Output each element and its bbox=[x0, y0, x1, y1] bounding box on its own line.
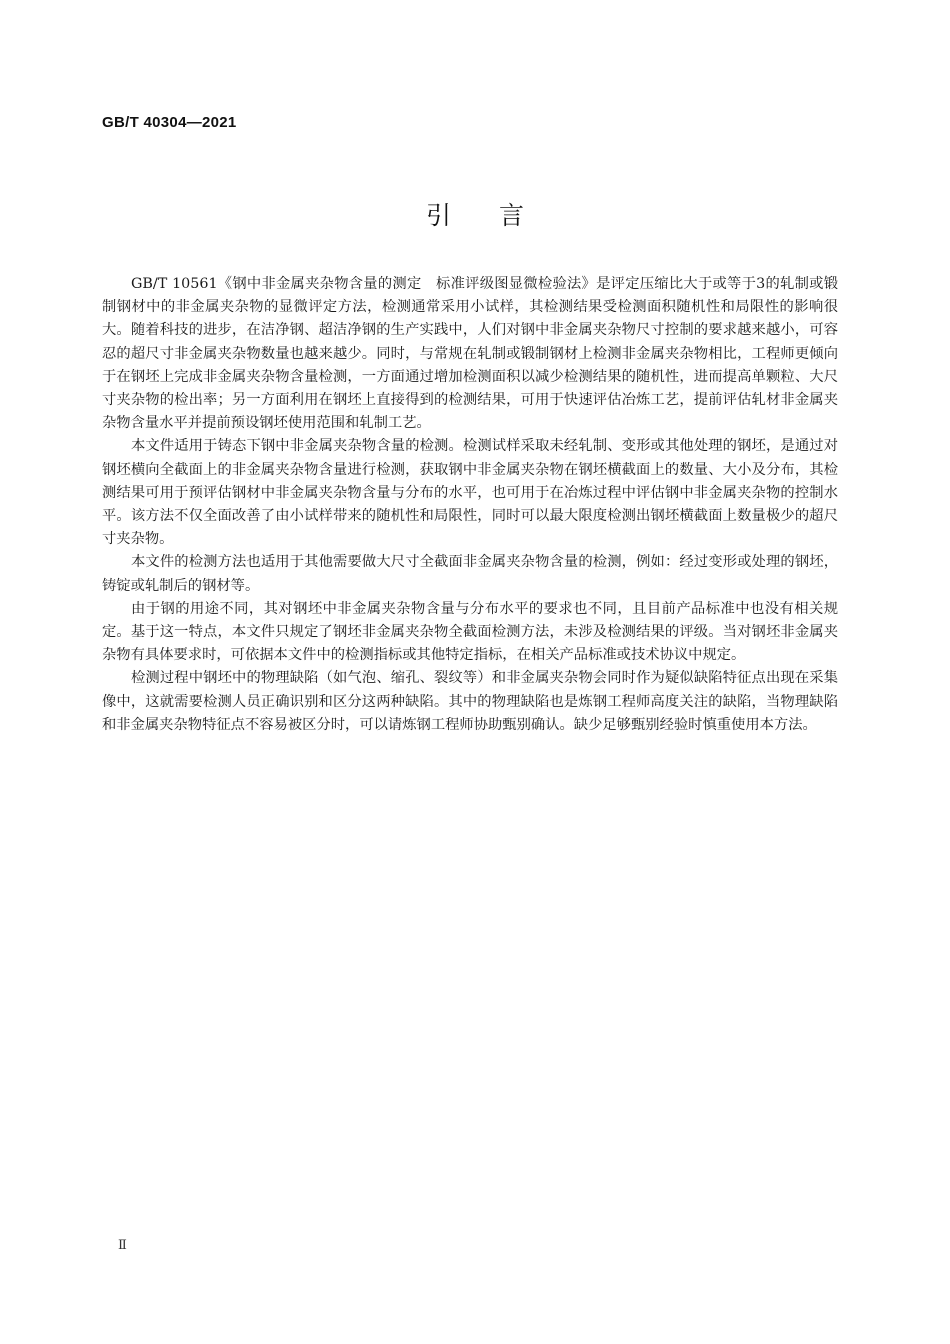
paragraph-3: 本文件的检测方法也适用于其他需要做大尺寸全截面非金属夹杂物含量的检测，例如：经过变形或处理的钢坯，铸锭或轧制后的钢材等。 bbox=[102, 554, 838, 594]
paragraph-2: 本文件适用于铸态下钢中非金属夹杂物含量的检测。检测试样采取未经轧制、变形或其他处理的钢坯，是通过对钢坯横向全截面上的非金属夹杂物含量进行检测，获取钢中非金属夹杂物在钢坯横截面上的数量、大小及分布，其检测结果可用于预评估钢材中非金属夹杂物含量与分布的水平，也可用于在冶炼过程中评估钢中非金属夹杂物的控制水平。该方法不仅全面改善了由小试样带来的随机性和局限性，同时可以最大限度检测出钢坯横截面上数量极少的超尺寸夹杂物。 bbox=[102, 438, 838, 548]
standard-id: GB/T 40304—2021 bbox=[102, 114, 237, 131]
paragraph-5: 检测过程中钢坯中的物理缺陷（如气泡、缩孔、裂纹等）和非金属夹杂物会同时作为疑似缺陷特征点出现在采集像中，这就需要检测人员正确识别和区分这两种缺陷。其中的物理缺陷也是炼钢工程师高度关注的缺陷，当物理缺陷和非金属夹杂物特征点不容易被区分时，可以请炼钢工程师协助甄别确认。缺少足够甄别经验时慎重使用本方法。 bbox=[102, 670, 838, 733]
paragraph-4: 由于钢的用途不同，其对钢坯中非金属夹杂物含量与分布水平的要求也不同，且目前产品标准中也没有相关规定。基于这一特点，本文件只规定了钢坯非金属夹杂物全截面检测方法，未涉及检测结果的评级。当对钢坯非金属夹杂物有具体要求时，可依据本文件中的检测指标或其他特定指标，在相关产品标准或技术协议中规定。 bbox=[102, 600, 838, 664]
page-title: 引言 bbox=[425, 201, 572, 230]
body-text bbox=[102, 273, 838, 737]
paragraph-1: GB/T 10561《钢中非金属夹杂物含量的测定 标准评级图显微检验法》是评定压缩比大于或等于3的轧制或锻制钢材中的非金属夹杂物的显微评定方法，检测通常采用小试样，其检测结果受检测面积随机性和局限性的影响很大。随着科技的进步，在洁净钢、超洁净钢的生产实践中，人们对钢中非金属夹杂物尺寸控制的要求越来越小，可容忍的超尺寸非金属夹杂物数量也越来越少。同时，与常规在轧制或锻制钢材上检测非金属夹杂物相比，工程师更倾向于在钢坯上完成非金属夹杂物含量检测，一方面通过增加检测面积以减少检测结果的随机性，进而提高单颗粒、大尺寸夹杂物的检出率；另一方面利用在钢坯上直接得到的检测结果，可用于快速评估冶炼工艺，提前评估轧材非金属夹杂物含量水平并提前预设钢坯使用范围和轧制工艺。 bbox=[102, 276, 838, 432]
page-number: Ⅱ bbox=[118, 1238, 127, 1253]
